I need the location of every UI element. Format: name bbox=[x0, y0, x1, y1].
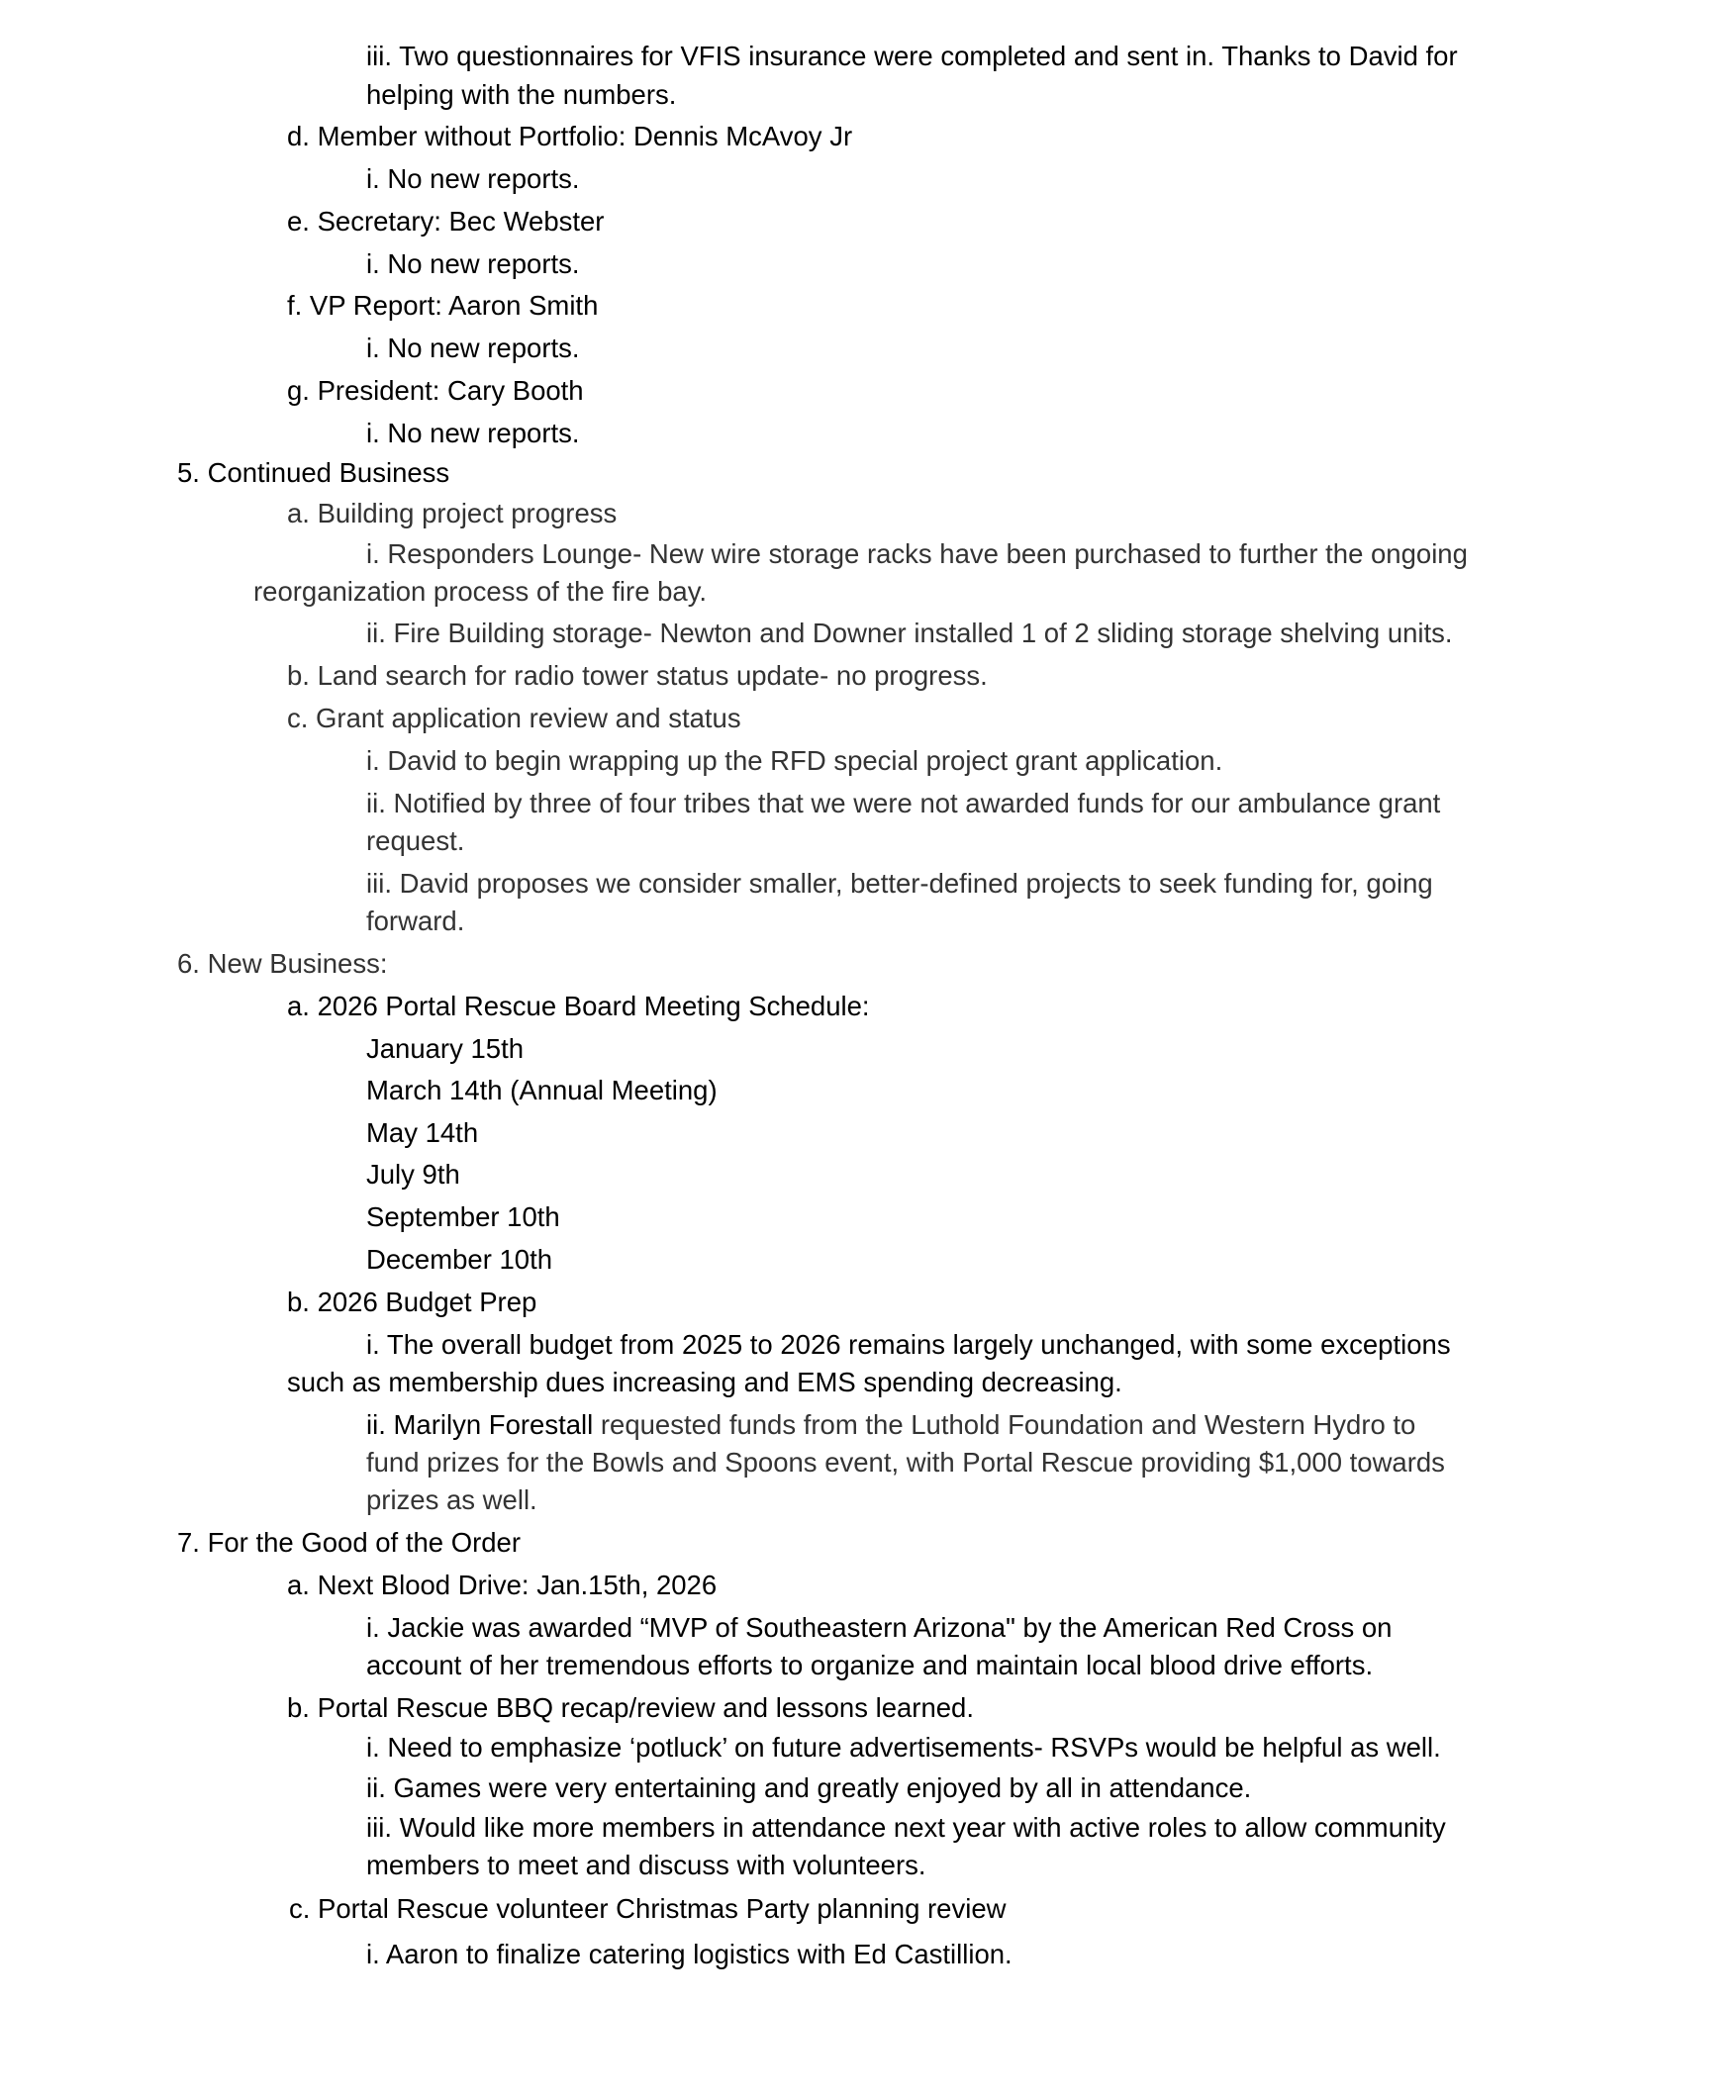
section-title: Continued Business bbox=[207, 457, 450, 488]
list-marker: ii. bbox=[366, 1409, 386, 1440]
schedule-date bbox=[366, 1114, 478, 1152]
list-marker: c. bbox=[287, 703, 309, 733]
section-heading bbox=[177, 1524, 521, 1562]
list-item-text: forward. bbox=[366, 906, 465, 936]
list-item-level2 bbox=[287, 118, 852, 155]
list-marker: b. bbox=[287, 1287, 310, 1317]
list-item-text: No new reports. bbox=[387, 163, 580, 194]
schedule-date bbox=[366, 1072, 718, 1109]
list-item-text: Land search for radio tower status update- no progress. bbox=[317, 660, 988, 691]
section-title: For the Good of the Order bbox=[207, 1527, 521, 1558]
list-item-level2 bbox=[287, 203, 604, 240]
list-item-level3 bbox=[366, 245, 580, 283]
list-marker: i. bbox=[366, 248, 380, 279]
list-item-level2 bbox=[287, 1284, 536, 1321]
list-item-text: Notified by three of four tribes that we were not awarded funds for our ambulance grant bbox=[393, 788, 1441, 818]
list-marker: a. bbox=[287, 991, 310, 1021]
list-item-level2 bbox=[287, 1689, 974, 1727]
list-marker: i. bbox=[366, 418, 380, 448]
list-item-continuation bbox=[366, 76, 676, 114]
list-item-text: 2026 Budget Prep bbox=[317, 1287, 537, 1317]
list-item-text: Two questionnaires for VFIS insurance were completed and sent in. Thanks to David for bbox=[399, 41, 1458, 71]
list-item-level3 bbox=[366, 1769, 1251, 1807]
section-title: New Business: bbox=[207, 948, 388, 979]
list-item-text: prizes as well. bbox=[366, 1484, 537, 1515]
list-item-continuation bbox=[366, 1444, 1445, 1481]
list-marker: b. bbox=[287, 1692, 310, 1723]
list-item-text: March 14th (Annual Meeting) bbox=[366, 1075, 718, 1105]
list-item-continuation bbox=[366, 822, 464, 860]
list-item-text: Games were very entertaining and greatly enjoyed by all in attendance. bbox=[393, 1772, 1252, 1803]
list-item-text: reorganization process of the fire bay. bbox=[253, 576, 708, 607]
list-item-level3 bbox=[366, 535, 1468, 573]
list-item-text: such as membership dues increasing and EMS spending decreasing. bbox=[287, 1367, 1122, 1397]
list-item-continuation bbox=[253, 573, 707, 611]
list-item-text: January 15th bbox=[366, 1033, 524, 1064]
list-marker: b. bbox=[287, 660, 310, 691]
list-item-text: David to begin wrapping up the RFD special project grant application. bbox=[387, 745, 1223, 776]
list-marker: ii. bbox=[366, 618, 386, 648]
list-item-text: fund prizes for the Bowls and Spoons event, with Portal Rescue providing $1,000 towards bbox=[366, 1447, 1445, 1478]
list-item-text: Aaron to finalize catering logistics with Ed Castillion. bbox=[385, 1939, 1013, 1969]
list-item-text: 2026 Portal Rescue Board Meeting Schedule: bbox=[317, 991, 870, 1021]
list-marker: ii. bbox=[366, 1772, 386, 1803]
list-item-level2 bbox=[287, 657, 988, 695]
list-item-text: July 9th bbox=[366, 1159, 460, 1190]
list-item-level3 bbox=[366, 330, 580, 367]
list-item-continuation bbox=[366, 1481, 537, 1519]
list-marker: iii. bbox=[366, 868, 392, 899]
list-item-text: Jackie was awarded “MVP of Southeastern Arizona" by the American Red Cross on bbox=[387, 1612, 1393, 1643]
list-item-level3 bbox=[366, 785, 1440, 822]
list-item-level2 bbox=[289, 1890, 1006, 1928]
list-item-text: VP Report: Aaron Smith bbox=[309, 290, 599, 321]
list-item-text: No new reports. bbox=[387, 333, 580, 363]
list-item-level3 bbox=[366, 615, 1453, 652]
schedule-date bbox=[366, 1030, 524, 1068]
list-marker: i. bbox=[366, 163, 380, 194]
list-marker: c. bbox=[289, 1893, 311, 1924]
list-item-continuation bbox=[366, 1647, 1373, 1684]
list-marker: iii. bbox=[366, 41, 392, 71]
list-marker: 7. bbox=[177, 1527, 200, 1558]
list-item-text: No new reports. bbox=[387, 418, 580, 448]
list-item-text: Grant application review and status bbox=[316, 703, 741, 733]
list-item-text: Need to emphasize ‘potluck’ on future advertisements- RSVPs would be helpful as well. bbox=[387, 1732, 1441, 1763]
list-item-text: The overall budget from 2025 to 2026 remains largely unchanged, with some exceptions bbox=[386, 1329, 1451, 1360]
list-item-text: requested funds from the Luthold Foundation and Western Hydro to bbox=[593, 1409, 1416, 1440]
list-item-text: Next Blood Drive: Jan.15th, 2026 bbox=[317, 1570, 718, 1600]
list-item-text: Fire Building storage- Newton and Downer installed 1 of 2 sliding storage shelving units. bbox=[393, 618, 1453, 648]
list-item-level3 bbox=[366, 38, 1458, 75]
list-item-text: December 10th bbox=[366, 1244, 553, 1275]
list-item-level2 bbox=[287, 1567, 717, 1604]
list-item-text: Secretary: Bec Webster bbox=[317, 206, 605, 237]
list-marker: i. bbox=[366, 1939, 380, 1969]
list-item-level3 bbox=[366, 415, 580, 452]
list-marker: 6. bbox=[177, 948, 200, 979]
list-item-continuation bbox=[287, 1364, 1122, 1401]
list-item-level3 bbox=[366, 1729, 1441, 1766]
list-marker: f. bbox=[287, 290, 303, 321]
list-item-text: account of her tremendous efforts to organize and maintain local blood drive efforts. bbox=[366, 1650, 1374, 1680]
list-item-text: May 14th bbox=[366, 1117, 479, 1148]
list-marker: i. bbox=[366, 1329, 380, 1360]
list-item-text: No new reports. bbox=[387, 248, 580, 279]
list-marker: d. bbox=[287, 121, 310, 151]
list-item-level3 bbox=[366, 160, 580, 198]
list-item-text: Portal Rescue volunteer Christmas Party planning review bbox=[318, 1893, 1007, 1924]
list-marker: e. bbox=[287, 206, 310, 237]
list-item-level3 bbox=[366, 1609, 1392, 1647]
list-item-continuation bbox=[366, 903, 464, 940]
list-item-level3 bbox=[366, 1406, 1415, 1444]
list-item-level3 bbox=[366, 742, 1222, 780]
list-item-text: Would like more members in attendance next year with active roles to allow community bbox=[399, 1812, 1446, 1843]
list-item-level2 bbox=[287, 372, 584, 410]
list-item-text: David proposes we consider smaller, better-defined projects to seek funding for, going bbox=[399, 868, 1433, 899]
list-item-text: September 10th bbox=[366, 1201, 560, 1232]
list-item-text: request. bbox=[366, 825, 465, 856]
list-marker: 5. bbox=[177, 457, 200, 488]
list-marker: i. bbox=[366, 1732, 380, 1763]
person-name: Marilyn Forestall bbox=[393, 1409, 594, 1440]
list-item-level2 bbox=[287, 287, 598, 325]
list-marker: i. bbox=[366, 1612, 380, 1643]
list-marker: ii. bbox=[366, 788, 386, 818]
list-marker: iii. bbox=[366, 1812, 392, 1843]
list-marker: a. bbox=[287, 1570, 310, 1600]
section-heading bbox=[177, 454, 449, 492]
section-heading bbox=[177, 945, 387, 983]
list-item-text: President: Cary Booth bbox=[317, 375, 584, 406]
list-item-text: Portal Rescue BBQ recap/review and lessons learned. bbox=[317, 1692, 974, 1723]
list-item-continuation bbox=[366, 1847, 926, 1884]
list-marker: a. bbox=[287, 498, 310, 528]
list-marker: i. bbox=[366, 333, 380, 363]
list-marker: i. bbox=[366, 538, 380, 569]
list-item-text: Building project progress bbox=[317, 498, 618, 528]
list-item-level2 bbox=[287, 700, 741, 737]
list-item-text: members to meet and discuss with volunteers. bbox=[366, 1850, 926, 1880]
list-marker: g. bbox=[287, 375, 310, 406]
schedule-date bbox=[366, 1241, 552, 1279]
list-item-level3 bbox=[366, 1809, 1446, 1847]
schedule-date bbox=[366, 1156, 460, 1193]
list-item-level2 bbox=[287, 495, 617, 532]
list-marker: i. bbox=[366, 745, 380, 776]
list-item-level3 bbox=[366, 865, 1433, 903]
list-item-level2 bbox=[287, 988, 870, 1025]
schedule-date bbox=[366, 1198, 560, 1236]
list-item-text: Responders Lounge- New wire storage racks have been purchased to further the ongoing bbox=[387, 538, 1468, 569]
list-item-level3 bbox=[366, 1936, 1013, 1973]
list-item-text: helping with the numbers. bbox=[366, 79, 677, 110]
list-item-text: Member without Portfolio: Dennis McAvoy Jr bbox=[317, 121, 853, 151]
list-item-level3 bbox=[366, 1326, 1451, 1364]
